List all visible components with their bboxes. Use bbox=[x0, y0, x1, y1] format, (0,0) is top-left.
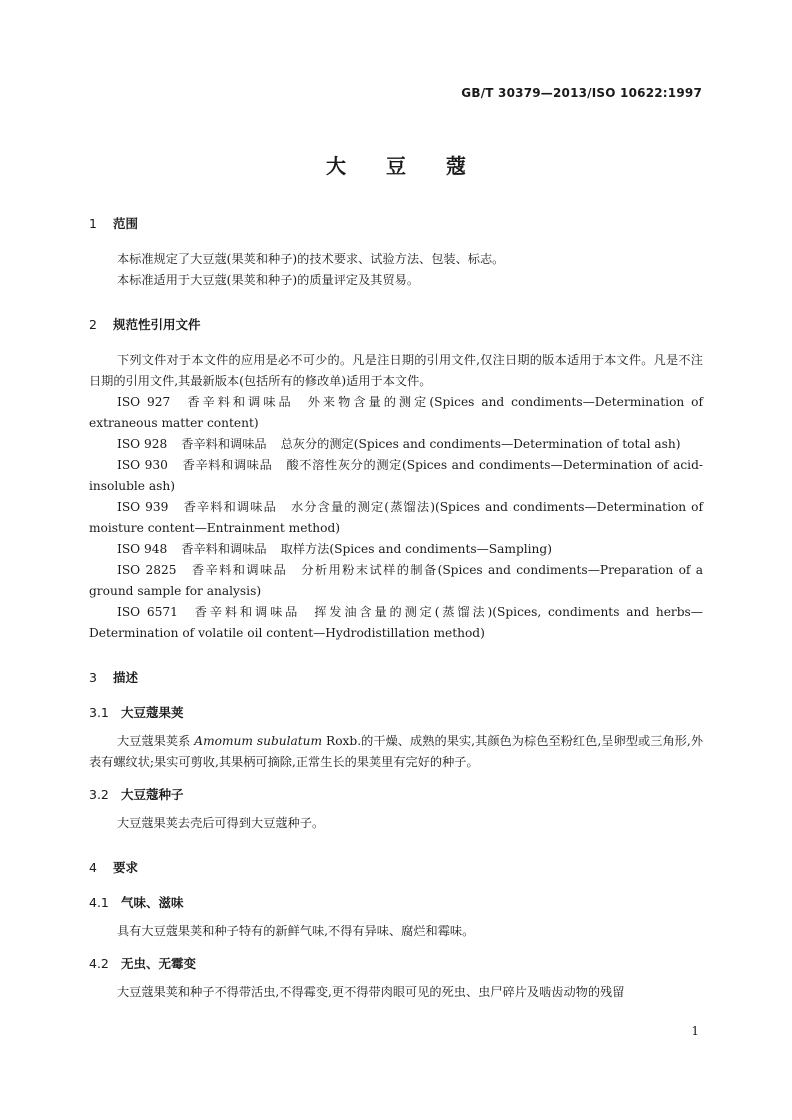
section-title: 描述 bbox=[113, 670, 139, 685]
paragraph: 本标准规定了大豆蔻(果荚和种子)的技术要求、试验方法、包装、标志。 bbox=[117, 252, 505, 266]
reference-category: 香辛料和调味品 bbox=[190, 563, 288, 577]
reference-code: ISO 6571 bbox=[117, 605, 178, 619]
text-fragment: Roxb.的干燥、成熟的果实,其颜色为棕色至粉红色,呈卵型或三角形,外表有螺纹状;果实可剪收,其果柄可摘除,正常生长的果荚里有完好的种子。 bbox=[89, 734, 704, 769]
document-title: 大豆蔻 bbox=[326, 154, 506, 178]
reference-title: 分析用粉末试样的制备(Spices and condiments—Preparation of a ground sample for analysis) bbox=[89, 563, 703, 598]
paragraph: 本标准适用于大豆蔻(果荚和种子)的质量评定及其贸易。 bbox=[117, 273, 420, 287]
subsection-number: 3.2 bbox=[89, 787, 109, 802]
paragraph bbox=[89, 731, 703, 773]
reference-title: 外来物含量的测定(Spices and condiments—Determination of extraneous matter content) bbox=[89, 395, 703, 430]
reference-title: 挥发油含量的测定(蒸馏法)(Spices, condiments and herbs—Determination of volatile oil content—Hydrodistillation method) bbox=[89, 605, 703, 640]
subsection-4-2-heading bbox=[89, 954, 703, 974]
section-1-heading bbox=[89, 214, 703, 234]
page-number: 1 bbox=[691, 1024, 699, 1038]
section-number: 2 bbox=[89, 317, 97, 332]
subsection-3-2-heading bbox=[89, 785, 703, 805]
reference-category: 香辛料和调味品 bbox=[181, 458, 273, 472]
reference-title: 酸不溶性灰分的测定(Spices and condiments—Determination of acid-insoluble ash) bbox=[89, 458, 704, 493]
subsection-title: 大豆蔻种子 bbox=[121, 787, 184, 802]
reference-item bbox=[89, 602, 703, 644]
section-title: 规范性引用文件 bbox=[113, 317, 201, 332]
reference-code: ISO 930 bbox=[117, 458, 168, 472]
reference-code: ISO 927 bbox=[117, 395, 171, 409]
reference-code: ISO 939 bbox=[117, 500, 169, 514]
reference-category: 香辛料和调味品 bbox=[191, 605, 301, 619]
section-number: 4 bbox=[89, 860, 97, 875]
section-number: 3 bbox=[89, 670, 97, 685]
reference-code: ISO 948 bbox=[117, 542, 168, 556]
section-3-heading bbox=[89, 668, 703, 688]
subsection-number: 4.1 bbox=[89, 895, 109, 910]
reference-item bbox=[89, 497, 703, 539]
reference-item bbox=[89, 539, 703, 560]
reference-category: 香辛料和调味品 bbox=[181, 437, 267, 451]
latin-species-name: Amomum subulatum bbox=[194, 734, 323, 748]
reference-category: 香辛料和调味品 bbox=[182, 500, 277, 514]
subsection-title: 大豆蔻果荚 bbox=[121, 705, 184, 720]
section-2-heading bbox=[89, 315, 703, 335]
section-title: 范围 bbox=[113, 216, 139, 231]
reference-item bbox=[89, 392, 703, 434]
paragraph: 下列文件对于本文件的应用是必不可少的。凡是注日期的引用文件,仅注日期的版本适用于本文件。凡是不注日期的引用文件,其最新版本(包括所有的修改单)适用于本文件。 bbox=[89, 353, 703, 388]
reference-title: 总灰分的测定(Spices and condiments—Determination of total ash) bbox=[280, 437, 681, 451]
reference-title: 水分含量的测定(蒸馏法)(Spices and condiments—Determination of moisture content—Entrainment method) bbox=[89, 500, 704, 535]
section-4-heading bbox=[89, 858, 703, 878]
reference-category: 香辛料和调味品 bbox=[184, 395, 294, 409]
reference-item bbox=[89, 560, 703, 602]
subsection-3-1-heading bbox=[89, 703, 703, 723]
reference-title: 取样方法(Spices and condiments—Sampling) bbox=[280, 542, 552, 556]
reference-code: ISO 2825 bbox=[117, 563, 177, 577]
standard-code: GB/T 30379—2013/ISO 10622:1997 bbox=[461, 86, 702, 100]
reference-category: 香辛料和调味品 bbox=[181, 542, 267, 556]
reference-item bbox=[89, 455, 703, 497]
subsection-4-1-heading bbox=[89, 893, 703, 913]
subsection-title: 气味、滋味 bbox=[121, 895, 184, 910]
section-title: 要求 bbox=[113, 860, 139, 875]
document-body bbox=[89, 214, 703, 1003]
subsection-number: 3.1 bbox=[89, 705, 109, 720]
section-number: 1 bbox=[89, 216, 97, 231]
paragraph: 大豆蔻果荚和种子不得带活虫,不得霉变,更不得带肉眼可见的死虫、虫尸碎片及啮齿动物的残留 bbox=[117, 985, 625, 999]
reference-item bbox=[89, 434, 703, 455]
paragraph: 大豆蔻果荚去壳后可得到大豆蔻种子。 bbox=[117, 816, 325, 830]
subsection-title: 无虫、无霉变 bbox=[121, 956, 197, 971]
reference-code: ISO 928 bbox=[117, 437, 168, 451]
text-fragment: 大豆蔻果荚系 bbox=[117, 734, 191, 748]
subsection-number: 4.2 bbox=[89, 956, 109, 971]
paragraph: 具有大豆蔻果荚和种子特有的新鲜气味,不得有异味、腐烂和霉味。 bbox=[117, 924, 475, 938]
